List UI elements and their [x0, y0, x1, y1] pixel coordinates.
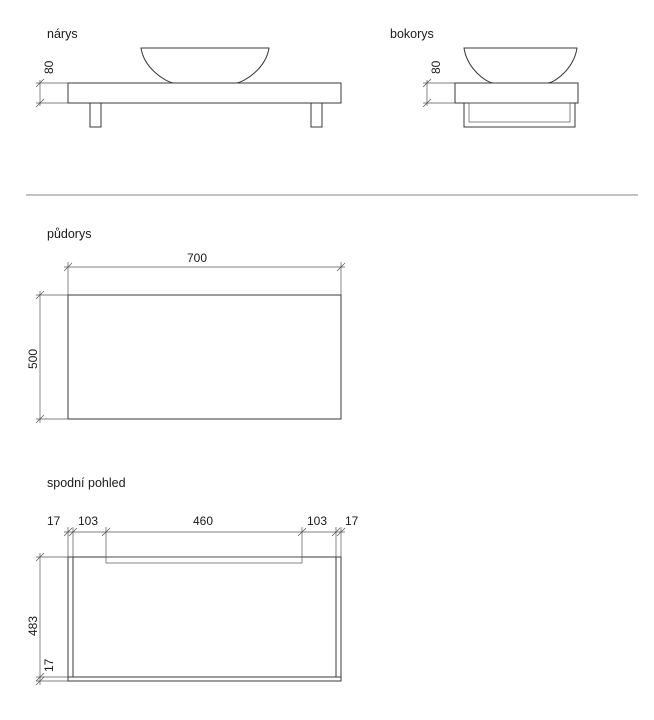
side-view: [390, 27, 578, 127]
bottom-dim-right-gap: 103: [307, 514, 328, 528]
front-basin: [141, 48, 269, 83]
front-view-title: nárys: [47, 27, 78, 41]
bottom-dim-left-gap: 103: [78, 514, 99, 528]
bottom-outline: [68, 557, 341, 681]
bottom-top-dimension-chain: [47, 514, 359, 557]
plan-view-title: půdorys: [47, 227, 92, 241]
plan-depth-dimension: [26, 291, 68, 423]
side-height-label: 80: [429, 60, 443, 74]
side-view-title: bokorys: [390, 27, 434, 41]
side-basin: [464, 48, 577, 83]
bottom-front-label: 17: [42, 658, 56, 672]
front-height-label: 80: [42, 60, 56, 74]
plan-depth-label: 500: [26, 348, 40, 369]
front-height-dimension: [36, 60, 68, 107]
front-leg-right: [311, 103, 322, 127]
plan-view: [26, 227, 345, 423]
bottom-dim-left-end: 17: [47, 514, 61, 528]
front-view: [36, 27, 341, 127]
side-height-dimension: [423, 60, 455, 107]
bottom-view: [26, 476, 359, 685]
side-frame-inner: [469, 103, 570, 122]
bottom-height-label: 483: [26, 615, 40, 636]
bottom-drawer-rail: [106, 557, 302, 563]
plan-width-dimension: [64, 251, 345, 295]
bottom-left-dimension-chain: [26, 553, 68, 685]
plan-outline: [68, 295, 341, 419]
bottom-dim-middle: 460: [193, 514, 214, 528]
bottom-dim-right-end: 17: [345, 514, 359, 528]
bottom-view-title: spodní pohled: [47, 476, 126, 490]
front-leg-left: [90, 103, 101, 127]
front-countertop: [68, 83, 341, 103]
side-frame-outer: [464, 103, 575, 127]
plan-width-label: 700: [187, 251, 208, 265]
side-countertop: [455, 83, 578, 103]
